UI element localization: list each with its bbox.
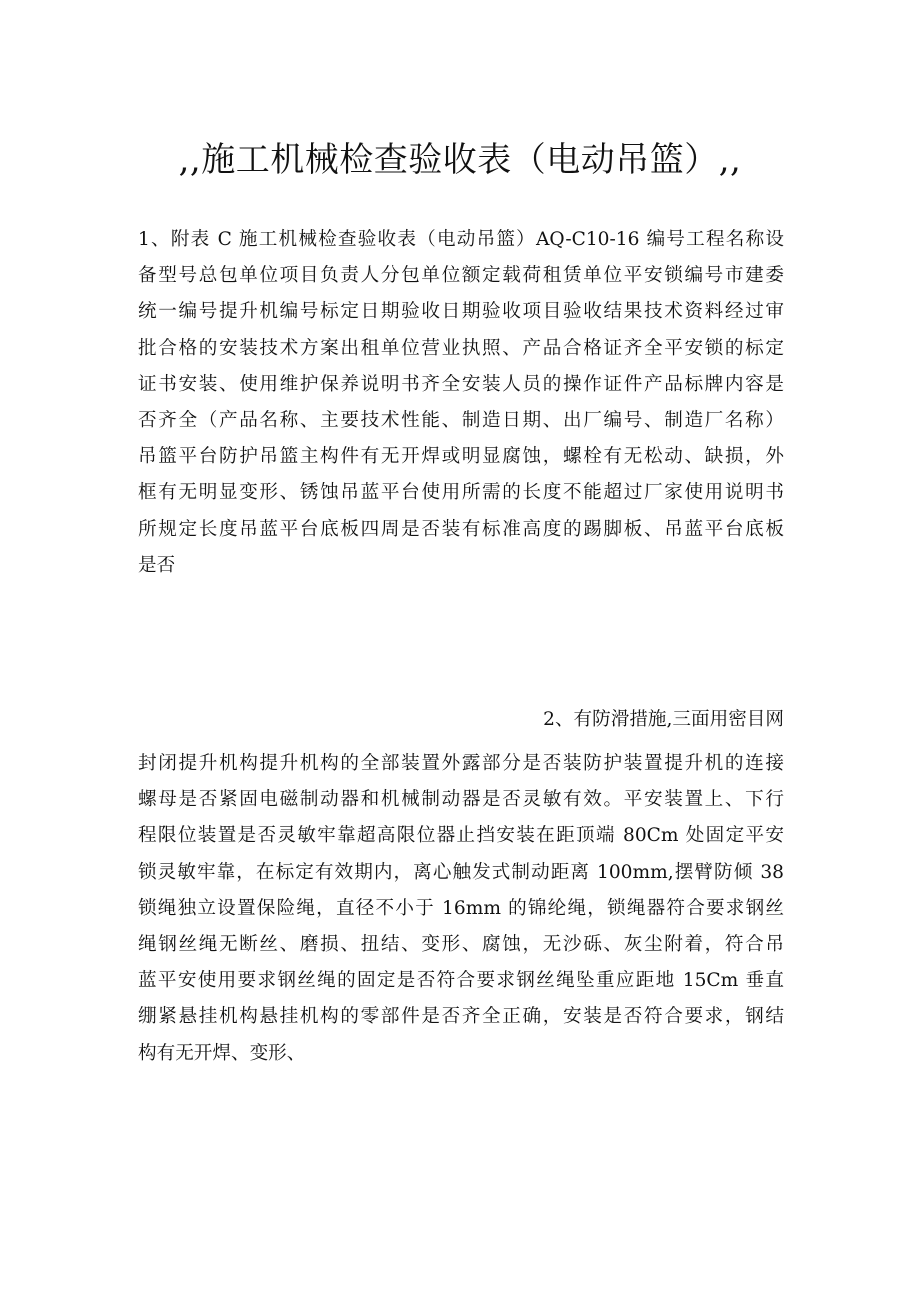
paragraph-line: 所规定长度吊蓝平台底板四周是否装有标准高度的踢脚板、吊蓝平台底板 — [138, 518, 784, 540]
paragraph-line: 是否 — [138, 554, 176, 576]
paragraph-line: 证书安装、使用维护保养说明书齐全安装人员的操作证件产品标牌内容是 — [138, 373, 784, 395]
paragraph-line: 锁绳独立设置保险绳，直径不小于 16mm 的锦纶绳，锁绳器符合要求钢丝 — [138, 897, 784, 919]
paragraph-line: 吊篮平台防护吊篮主构件有无开焊或明显腐蚀，螺栓有无松动、缺损，外 — [138, 446, 784, 468]
paragraph-2-heading: 2、有防滑措施,三面用密目网 — [543, 709, 784, 730]
paragraph-line: 框有无明显变形、锈蚀吊蓝平台使用所需的长度不能超过厂家使用说明书 — [138, 482, 784, 504]
paragraph-line: 锁灵敏牢靠，在标定有效期内，离心触发式制动距离 100mm,摆臂防倾 38 — [138, 861, 784, 883]
document-title: ,,施工机械检查验收表（电动吊篮）,, — [178, 140, 742, 180]
paragraph-line: 构有无开焊、变形、 — [138, 1042, 306, 1064]
paragraph-line: 封闭提升机构提升机构的全部装置外露部分是否装防护装置提升机的连接 — [138, 753, 784, 774]
paragraph-line: 绷紧悬挂机构悬挂机构的零部件是否齐全正确，安装是否符合要求，钢结 — [138, 1006, 784, 1028]
paragraph-line: 1、附表 C 施工机械检查验收表（电动吊篮）AQ-C10-16 编号工程名称设 — [138, 229, 784, 250]
paragraph-line: 否齐全（产品名称、主要技术性能、制造日期、出厂编号、制造厂名称） — [138, 409, 784, 431]
paragraph-line: 统一编号提升机编号标定日期验收日期验收项目验收结果技术资料经过审 — [138, 301, 784, 323]
paragraph-2 — [138, 746, 784, 1072]
paragraph-1 — [138, 222, 784, 584]
paragraph-line: 螺母是否紧固电磁制动器和机械制动器是否灵敏有效。平安装置上、下行 — [138, 789, 784, 811]
paragraph-line: 绳钢丝绳无断丝、磨损、扭结、变形、腐蚀，无沙砾、灰尘附着，符合吊 — [138, 933, 784, 955]
paragraph-line: 程限位装置是否灵敏牢靠超高限位器止挡安装在距顶端 80Cm 处固定平安 — [138, 825, 784, 847]
paragraph-line: 蓝平安使用要求钢丝绳的固定是否符合要求钢丝绳坠重应距地 15Cm 垂直 — [138, 970, 784, 992]
paragraph-line: 批合格的安装技术方案出租单位营业执照、产品合格证齐全平安锁的标定 — [138, 337, 784, 359]
paragraph-line: 备型号总包单位项目负责人分包单位额定载荷租赁单位平安锁编号市建委 — [138, 265, 784, 287]
